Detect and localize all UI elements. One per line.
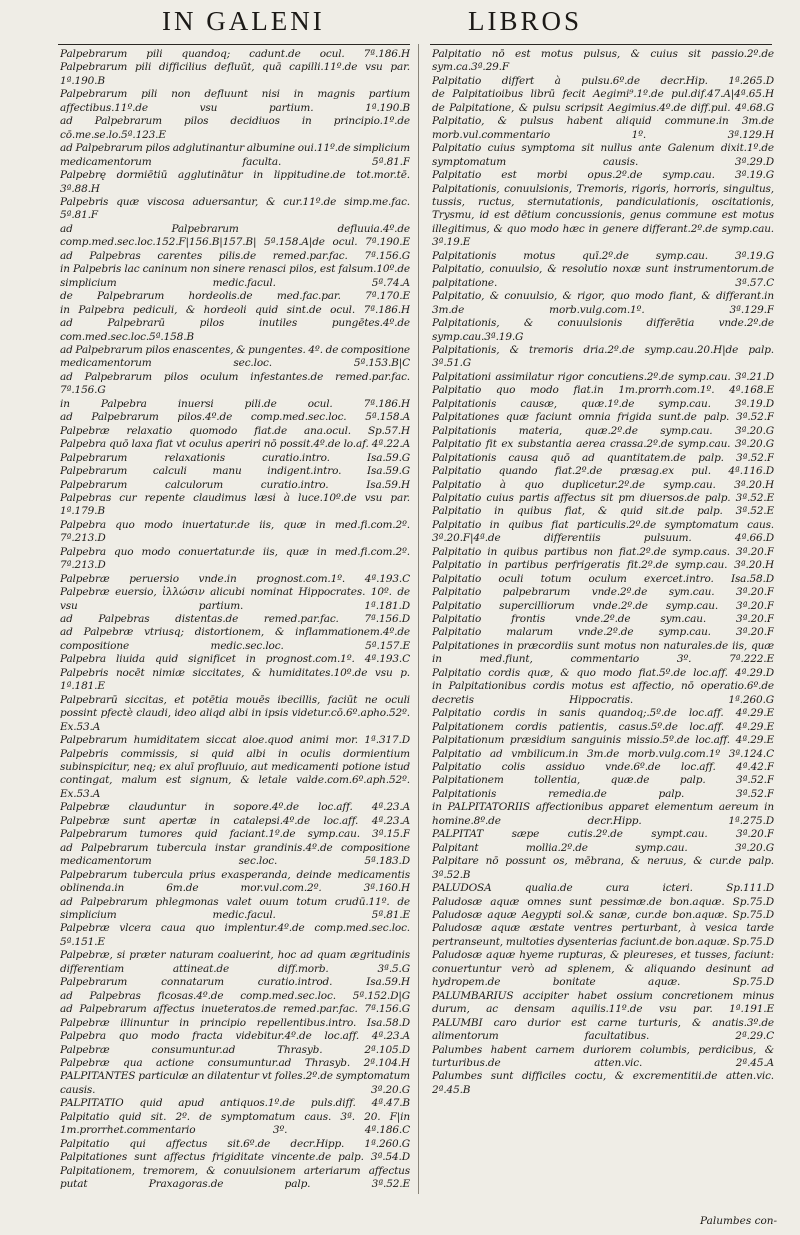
index-entry: in Palpebris lac caninum non sinere renasci pilos, est falsum.10º.de simplicium medic.facul. 5ª.74.A [60,263,410,289]
index-entry: ad Palpebrarū pilos inutiles pungētes.4º.de com.med.sec.loc.5ª.158.B [60,317,410,343]
index-entry: Palpebræ qua actione consumuntur.ad Thrasyb. 2ª.104.H [60,1056,410,1069]
index-entry: de Palpitatioibus librū fecit Aegimi⁹.1º.de pul.dif.47.A|4ª.65.H [432,88,774,101]
index-entry: Palpitatio qui affectus sit.6º.de decr.Hipp. 1ª.260.G [60,1137,410,1150]
index-entry: Palpitatio cuius symptoma sit nullus ante Galenum dixit.1º.de symptomatum causis. 3ª.29.D [432,142,774,168]
index-entry: Palumbes sunt difficiles coctu, & excrementitii.de atten.vic. 2ª.45.B [432,1070,774,1096]
index-entry: Palpitatio cuius partis affectus sit pm diuersos.de palp. 3ª.52.E [432,491,774,504]
index-entry: Palpitatio, & pulsus habent aliquid commune.in 3m.de morb.vul.commentario 1º. 3ª.129.H [432,115,774,141]
index-entry: Palpebra quo modo inuertatur.de iis, quæ in med.fi.com.2º. 7ª.213.D [60,518,410,545]
index-entry: in Palpebra pediculi, & hordeoli quid sint.de ocul. 7ª.186.H [60,303,410,316]
index-entry: Palpitatio est morbi opus.2º.de symp.cau. 3ª.19.G [432,169,774,182]
index-entry: Palumbes habent carnem duriorem columbis, perdicibus, & turturibus.de atten.vic. 2ª.45.A [432,1043,774,1069]
index-column-left [60,48,410,1192]
index-entry: ad Palpebrarum pilos adglutinantur albumine oui.11º.de simplicium medicamentorum faculta. 5ª.81.F [60,142,410,168]
index-entry: Palpitatio quid sit. 2º. de symptomatum caus. 3ª. 20. F|in 1m.prorrhet.commentario 3º. 4ª.186.C [60,1110,410,1137]
index-entry: Palpebrę dormiētiū agglutinātur in lippitudine.de tot.mor.tē. 3ª.88.H [60,169,410,195]
index-entry: Palpitationem cordis patientis, casus.5º.de loc.aff. 4ª.29.E [432,720,774,733]
index-entry: ad Palpebras distentas.de remed.par.fac. 7ª.156.D [60,613,410,626]
index-entry: ad Palpebræ vtriusq; distortionem, & inflammationem.4º.de compositione medic.sec.loc. 5ª.157.E [60,626,410,652]
index-entry: Palpitationum præsidium sanguinis missio.5º.de loc.aff. 4ª.29.E [432,734,774,747]
index-entry: Palpebrarum calculi manu indigent.intro. Isa.59.G [60,465,410,478]
index-entry: in PALPITATORIIS affectionibus apparet elementum aereum in homine.8º.de decr.Hipp. 1ª.275.D [432,801,774,827]
index-entry: Paludosæ aquæ hyeme rupturas, & pleureses, et tusses, faciunt: conuertuntur verò ad splenem, & aliquando desinunt ad hydropem.de bonitate aquæ. Sp.75.D [432,949,774,989]
index-entry: Palpitatio quo modo fiat.in 1m.prorrh.com.1º. 4ª.168.E [432,384,774,397]
index-entry: Palpitatio frontis vnde.2º.de sym.cau. 3ª.20.F [432,613,774,626]
running-head-left: IN GALENI [162,6,325,36]
index-entry: in Palpebra inuersi pili.de ocul. 7ª.186.H [60,397,410,410]
column-gutter [418,44,419,1194]
index-entry: Palpebrarum pili non defluunt nisi in magnis partium affectibus.11º.de vsu partium. 1ª.190.B [60,88,410,114]
index-entry: ad Palpebrarum pilos decidiuos in principio.1º.de cō.me.se.lo.5ª.123.E [60,115,410,141]
index-entry: Palpitationem tollentia, quæ.de palp. 3ª.52.F [432,774,774,787]
index-entry: de Palpebrarum hordeolis.de med.fac.par. 7ª.170.E [60,290,410,303]
index-entry: Palpitatio à quo duplicetur.2º.de symp.cau. 3ª.20.H [432,478,774,491]
index-entry: PALPITANTES particulæ an dilatentur vt folles.2º.de symptomatum causis. 3ª.20.G [60,1070,410,1096]
index-entry: Palpitationis motus quī.2º.de symp.cau. 3ª.19.G [432,249,774,262]
index-entry: Palpitatio supercilliorum vnde.2º.de symp.cau. 3ª.20.F [432,599,774,612]
index-entry: in Palpitationibus cordis motus est affectio, nō operatio.6º.de decretis Hippocratis. 1ª.260.G [432,680,774,706]
index-entry: Palpitatio in quibus partibus non fiat.2º.de symp.caus. 3ª.20.F [432,545,774,558]
index-entry: de Palpitatione, & pulsu scripsit Aegimius.4º.de diff.pul. 4ª.68.G [432,101,774,114]
index-entry: Palpebrarum connatarum curatio.introd. Isa.59.H [60,976,410,989]
index-entry: Palpebris quæ viscosa aduersantur, & cur.11º.de simp.me.fac. 5ª.81.F [60,195,410,222]
index-column-right [432,48,774,1097]
index-entry: Palpebrarum relaxationis curatio.intro. Isa.59.G [60,451,410,464]
index-entry: Palpitatio fit ex substantia aerea crassa.2º.de symp.cau. 3ª.20.G [432,438,774,451]
index-entry: Palpitationem, tremorem, & conuulsionem arteriarum affectus putat Praxagoras.de palp. 3ª.52.E [60,1164,410,1191]
running-head-right: LIBROS [468,6,583,36]
index-entry: Palpitationis materia, quæ.2º.de symp.cau. 3ª.20.G [432,424,774,437]
index-entry: Palpitationis, & tremoris dria.2º.de symp.cau.20.H|de palp. 3ª.51.G [432,343,774,370]
index-entry: Palpitatio in quibus fiat, & quid sit.de palp. 3ª.52.E [432,505,774,518]
index-entry: Palpebræ clauduntur in sopore.4º.de loc.aff. 4ª.23.A [60,801,410,814]
index-entry: Palpitant mollia.2º.de symp.cau. 3ª.20.G [432,841,774,854]
index-entry: PALUDOSA qualia.de cura icteri. Sp.111.D [432,882,774,895]
index-entry: Palpitationis remedia.de palp. 3ª.52.F [432,787,774,800]
index-entry: ad Palpebrarum phlegmonas valet ouum totum crudū.11º. de simplicium medic.facul. 5ª.81.E [60,895,410,921]
index-entry: Palpitatio quando fiat.2º.de præsag.ex pul. 4ª.116.D [432,465,774,478]
index-entry: Palpitatio nō est motus pulsus, & cuius sit passio.2º.de sym.ca.3ª.29.F [432,48,774,74]
index-entry: Palpebræ peruersio vnde.in prognost.com.1º. 4ª.193.C [60,572,410,585]
index-entry: Palpitatio cordis quæ, & quo modo fiat.5º.de loc.aff. 4ª.29.D [432,666,774,679]
index-entry: Paludosæ aquæ omnes sunt pessimæ.de bon.aquæ. Sp.75.D [432,895,774,908]
index-entry: Palpitationi assimilatur rigor concutiens.2º.de symp.cau. 3ª.21.D [432,370,774,383]
index-entry: Palpebrarum pili quandoq; cadunt.de ocul. 7ª.186.H [60,48,410,60]
index-entry: Paludosæ aquæ Aegypti sol.& sanæ, cur.de bon.aquæ. Sp.75.D [432,909,774,921]
index-entry: ad Palpebrarum affectus inueteratos.de remed.par.fac. 7ª.156.G [60,1003,410,1016]
index-entry: Palpebrarum humiditatem siccat aloe.quod animi mor. 1ª.317.D [60,734,410,747]
index-entry: ad Palpebrarum pilos.4º.de comp.med.sec.loc. 5ª.158.A [60,411,410,424]
index-entry: Palpebris nocēt nimiæ siccitates, & humiditates.10º.de vsu p. 1ª.181.E [60,666,410,693]
index-entry: Palpebris commissis, si quid albi in oculis dormientium subinspicitur, neq; ex aluī profluuio, aut medicamenti potione istud contingat, malum est signum, & letale valde.com.6º.aph.52º. Ex.53.A [60,747,410,800]
index-entry: Palpitatio differt à pulsu.6º.de decr.Hip. 1ª.265.D [432,74,774,87]
index-entry: Palpebræ vlcera caua quo implentur.4º.de comp.med.sec.loc. 5ª.151.E [60,922,410,948]
index-entry: Palpebrarum tumores quid faciant.1º.de symp.cau. 3ª.15.F [60,828,410,841]
index-entry: PALUMBARIUS accipiter habet ossium concretionem minus durum, ac densam aquilis.11º.de vsu par. 1ª.191.E [432,989,774,1016]
index-entry: Palpitationis causæ, quæ.1º.de symp.cau. 3ª.19.D [432,397,774,410]
index-entry: ad Palpebras ficosas.4º.de comp.med.sec.loc. 5ª.152.D|G [60,989,410,1002]
index-entry: Palpitatio, & conuulsio, & rigor, quo modo fiant, & differant.in 3m.de morb.vulg.com.1º. 3ª.129.F [432,290,774,316]
index-entry: ad Palpebrarum defluuia.4º.de comp.med.sec.loc.152.F|156.B|157.B| 5ª.158.A|de ocul. 7ª.190.E [60,222,410,249]
index-entry: Palpebræ illinuntur in principio repellentibus.intro. Isa.58.D [60,1016,410,1029]
index-entry: Palpitatio in quibus fiat particulis.2º.de symptomatum caus. 3ª.20.F|4ª.de differentiis pulsuum. 4ª.66.D [432,518,774,545]
index-entry: Palpitationes sunt affectus frigiditate vincente.de palp. 3ª.54.D [60,1151,410,1164]
index-entry: Palpebrarum calculorum curatio.intro. Isa.59.H [60,478,410,491]
index-entry: Palpebra quo modo conuertatur.de iis, quæ in med.fi.com.2º. 7ª.213.D [60,545,410,572]
index-entry: Palpebra quo modo fracta videbitur.4º.de loc.aff. 4ª.23.A [60,1030,410,1043]
index-entry: Palpitatio colis assiduo vnde.6º.de loc.aff. 4ª.42.F [432,761,774,774]
index-entry: Palpebrarum tubercula prius exasperanda, deinde medicamentis oblinenda.in 6m.de mor.vul.com.2º. 3ª.160.H [60,868,410,895]
index-entry: Palpebræ euersio, ἰλλώσιν alicubi nominat Hippocrates. 10º. de vsu partium. 1ª.181.D [60,586,410,612]
index-entry: PALUMBI caro durior est carne turturis, & anatis.3º.de alimentorum facultatibus. 2ª.29.C [432,1016,774,1043]
index-entry: Palpebræ consumuntur.ad Thrasyb. 2ª.105.D [60,1043,410,1056]
index-entry: Palpitatio, conuulsio, & resolutio noxæ sunt instrumentorum.de palpitatione. 3ª.57.C [432,263,774,289]
index-entry: Palpebræ relaxatio quomodo fiat.de ana.ocul. Sp.57.H [60,424,410,437]
index-entry: PALPITATIO quid apud antiquos.1º.de puls.diff. 4ª.47.B [60,1097,410,1110]
index-entry: Palpitationes quæ faciunt omnia frigida sunt.de palp. 3ª.52.F [432,411,774,424]
header-rule-right [430,44,772,45]
index-entry: Paludosæ aquæ æstate ventres perturbant, à vesica tarde pertranseunt, multoties dysenterias faciunt.de bon.aquæ. Sp.75.D [432,922,774,948]
index-entry: Palpebra liuida quid significet in prognost.com.1º. 4ª.193.C [60,653,410,666]
index-entry: Palpebræ sunt apertæ in catalepsi.4º.de loc.aff. 4ª.23.A [60,814,410,827]
index-entry: Palpitationes in præcordiis sunt motus non naturales.de iis, quæ in med.fiunt, commentario 3º. 7ª.222.E [432,639,774,666]
index-entry: Palpebrarum pili difficilius defluūt, quā capilli.11º.de vsu par. 1ª.190.B [60,61,410,87]
index-entry: Palpebras cur repente claudimus læsi à luce.10º.de vsu par. 1ª.179.B [60,491,410,518]
index-entry: Palpitationis, conuulsionis, Tremoris, rigoris, horroris, singultus, tussis, ructus, sternutationis, pandiculationis, oscitationis, Trysmu, id est dētium concussionis, genus commune est motus illegitimus, & quo modo hæc in genere differant.2º.de symp.cau. 3ª.19.E [432,182,774,249]
index-entry: PALPITAT sæpe cutis.2º.de sympt.cau. 3ª.20.F [432,828,774,841]
index-entry: Palpitationis, & conuulsionis differētia vnde.2º.de symp.cau.3ª.19.G [432,317,774,343]
index-entry: Palpitatio malarum vnde.2º.de symp.cau. 3ª.20.F [432,626,774,639]
index-entry: ad Palpebrarum tubercula instar grandinis.4º.de compositione medicamentorum sec.loc. 5ª.183.D [60,841,410,868]
index-entry: Palpitatio cordis in sanis quandoq;.5º.de loc.aff. 4ª.29.E [432,707,774,720]
index-entry: Palpitatio ad vmbilicum.in 3m.de morb.vulg.com.1º 3ª.124.C [432,747,774,760]
index-entry: Palpebrarū siccitas, et potētia mouēs ibecillis, faciūt ne oculi possint pfectè claudi, ideo aliqd albi in ipsis videtur.cō.6º.apho.52º. Ex.53.A [60,693,410,733]
index-entry: ad Palpebrarum pilos enascentes, & pungentes. 4º. de compositione medicamentorum sec.loc. 5ª.153.B|C [60,343,410,370]
index-entry: Palpebra quō laxa fiat vt oculus aperiri nō possit.4º.de lo.af. 4ª.22.A [60,438,410,451]
index-entry: Palpitatio oculi totum oculum exercet.intro. Isa.58.D [432,572,774,585]
index-entry: Palpitatio palpebrarum vnde.2º.de sym.cau. 3ª.20.F [432,586,774,599]
index-entry: ad Palpebras carentes pilis.de remed.par.fac. 7ª.156.G [60,249,410,262]
index-entry: Palpitatio in partibus perfrigeratis fit.2º.de symp.cau. 3ª.20.H [432,559,774,572]
index-entry: Palpitare nō possunt os, mēbrana, & neruus, & cur.de palp. 3ª.52.B [432,855,774,881]
header-rule-left [58,44,410,45]
index-entry: Palpitationis causa quō ad quantitatem.de palp. 3ª.52.F [432,451,774,464]
index-entry: Palpebræ, si præter naturam coaluerint, hoc ad quam ægritudinis differentiam attineat.de diff.morb. 3ª.5.G [60,949,410,975]
catchword: Palumbes con- [700,1215,778,1227]
index-entry: ad Palpebrarum pilos oculum infestantes.de remed.par.fac. 7ª.156.G [60,370,410,397]
